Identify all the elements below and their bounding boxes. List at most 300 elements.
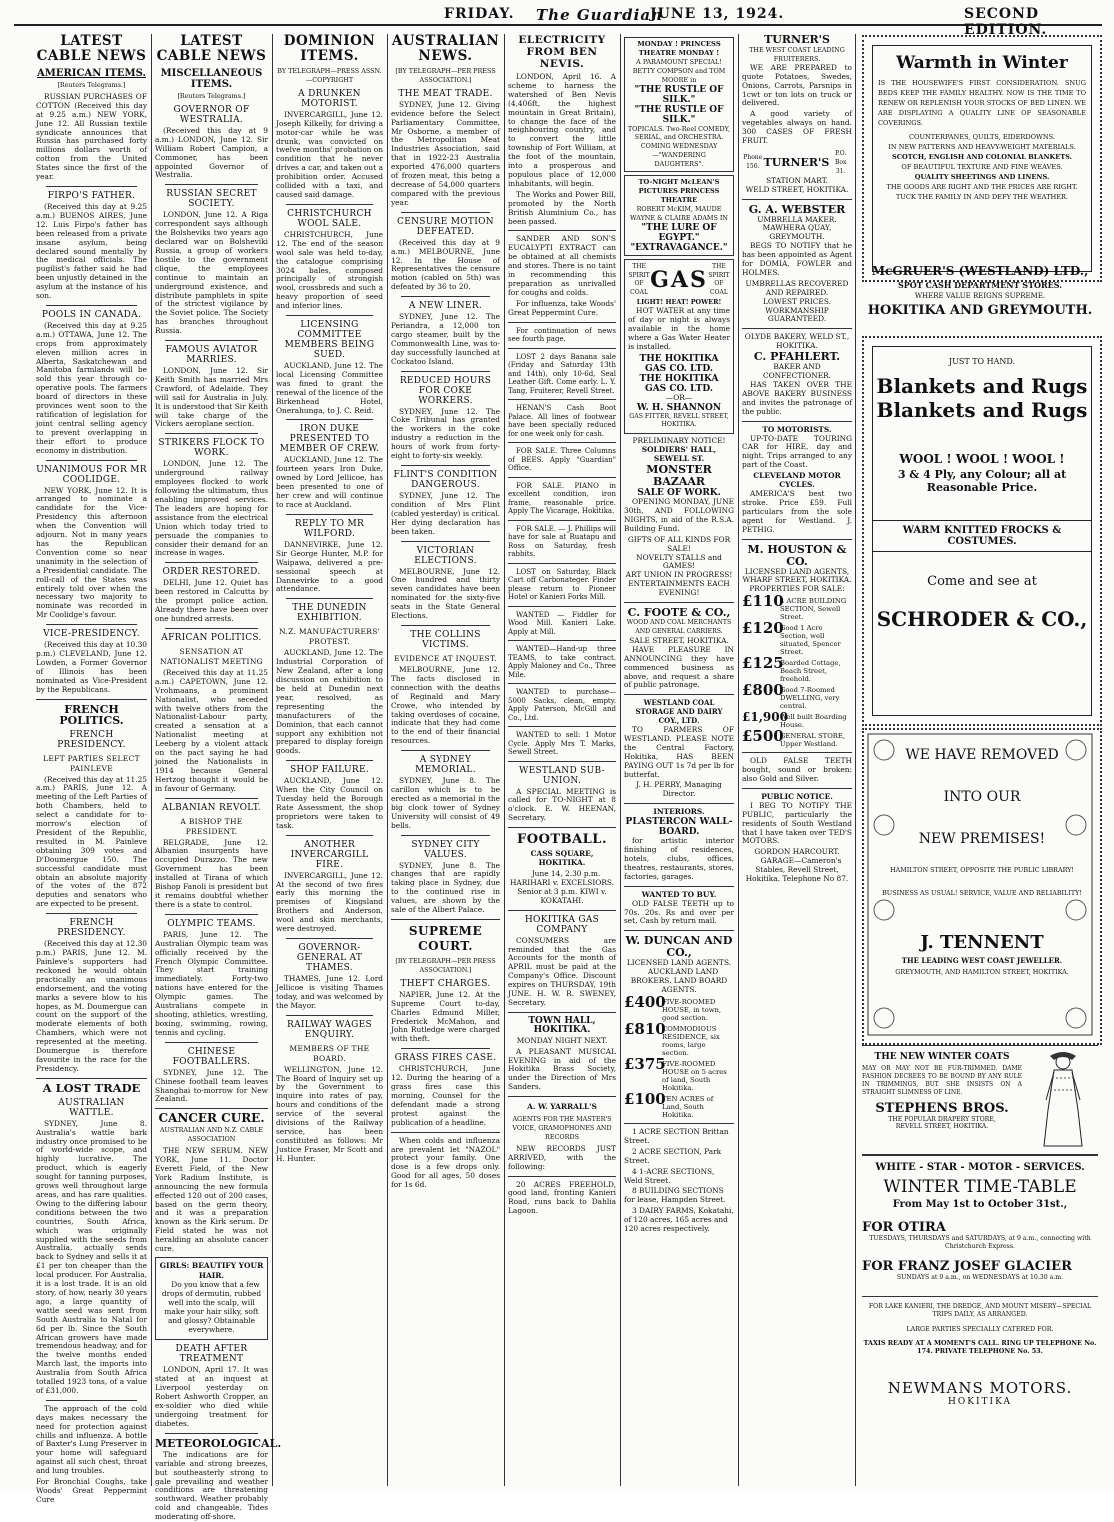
property-price: £100 xyxy=(624,1089,666,1108)
advertiser-name: J. TENNENT xyxy=(920,932,1044,953)
advertisement-heading: WE HAVE REMOVED xyxy=(905,747,1059,763)
article-text: PARIS, June 12. The Australian Olympic team was officially received by the French Olympic Committee. They start training immediately. Forty-two nations have entered for the Olympic games. The Australians compete in shooting, athletics, wrestling, boxing, swimming, rowing, tennis and cycling. xyxy=(155,929,268,1037)
advertisement-text: HAS TAKEN OVER THE ABOVE BAKERY BUSINESS and invites the patronage of the public. xyxy=(742,380,852,416)
wire-credit: AUSTRALIAN AND N.Z. CABLE ASSOCIATION xyxy=(159,1126,264,1144)
section-heading: LATEST CABLE NEWS xyxy=(156,33,267,64)
classified-ad: WANTED—Hand-up three TEAMS, to take contract. Apply Maloney and Co., Three Mile. xyxy=(508,645,616,679)
advertiser-tagline: WOOD AND COAL MERCHANTS AND GENERAL CARRIERS. xyxy=(626,619,732,635)
article-headline: FRENCH PRESIDENCY. xyxy=(57,918,126,939)
article-headline: FLINT'S CONDITION DANGEROUS. xyxy=(393,470,498,490)
article-headline: THEFT CHARGES. xyxy=(400,978,491,989)
route-heading: FOR OTIRA xyxy=(862,1220,946,1235)
column-rule xyxy=(738,34,739,1486)
advertiser-name: A. W. YARRALL'S xyxy=(527,1102,597,1112)
article-text: SYDNEY, June 12. Giving evidence before the Select Parliamentary Committee, Mr Osborne, a member of the Metropolitan Meat Industries Association, said that in 1922-23 Australia exported 476,000 quarters of frozen meat, this being a decrease of 54,000 quarters compared with the previous year. xyxy=(391,99,500,207)
classified-ad: WANTED to purchase—5000 Sacks, clean, empty. Apply Paterson, McGill and Co., Ltd. xyxy=(508,688,616,722)
gas-advertisement xyxy=(624,259,734,435)
advertisement-line: THE GOODS ARE RIGHT AND THE PRICES ARE RIGHT. TUCK THE FAMILY IN AND DEFY THE WEATHER. xyxy=(886,183,1078,201)
article-text: DANNEVIRKE, June 12. Sir George Hunter, M.P. for Waipawa, delivered a pre-sessional speech at Dannevirke to a good attendance. xyxy=(276,539,383,594)
article-text: WELLINGTON, June 12. The Board of Inquiry set up by the Government to inquire into rates of pay, hours and conditions of the service of the several divisions of the Railway service, has been constituted as follows: Mr Justice Fraser, Mr Scott and H. Hunter. xyxy=(276,1064,383,1163)
blankets-advertisement xyxy=(862,336,1102,726)
notice-signature: GORDON HARCOURT. xyxy=(754,847,840,857)
article-headline: GRASS FIRES CASE. xyxy=(394,1053,497,1064)
column-rule xyxy=(272,34,273,1486)
article-headline: ALBANIAN REVOLT. xyxy=(162,802,261,813)
advertiser-address: STATION MART. xyxy=(766,175,828,185)
article-text: RUSSIAN PURCHASES OF COTTON (Received this day at 9.25 a.m.) NEW YORK, June 12. All Russian textile syndicate announces that Russia has purchased forty millions dollars worth of cotton from the United States since the first of the year. xyxy=(36,91,147,182)
column-rule xyxy=(855,34,856,1486)
property-price: £500 xyxy=(742,727,784,746)
masthead-date: JUNE 13, 1924. xyxy=(650,6,785,22)
article-text: THAMES, June 12. Lord Jellicoe is visiting Thames today, and was welcomed by the Mayor. xyxy=(276,974,383,1010)
advertisement-text: AUCKLAND LAND BROKERS. LAND BOARD AGENTS. xyxy=(630,967,728,995)
article-headline: EVIDENCE AT INQUEST. xyxy=(394,653,497,663)
advertisement-text: TAXIS READY AT A MOMENT'S CALL. RING UP TELEPHONE No. 174. PRIVATE TELEPHONE No. 53. xyxy=(863,1339,1097,1355)
advertisement-line: HAMILTON STREET, OPPOSITE THE PUBLIC LIBRARY! xyxy=(890,866,1074,874)
advertiser-name: TURNER'S xyxy=(763,156,830,170)
property-description: Well built Boarding House. xyxy=(780,713,847,730)
bazaar-notice xyxy=(624,437,734,598)
football-venue: CASS SQUARE, HOKITIKA. xyxy=(530,849,594,868)
bazaar-line: GIFTS OF ALL KINDS FOR SALE! xyxy=(627,534,731,553)
article-headline: ORDER RESTORED. xyxy=(162,567,261,578)
section-heading: ELECTRICITY FROM BEN NEVIS. xyxy=(518,34,606,70)
gas-fitter-address: GAS FITTER, REVELL STREET, HOKITIKA. xyxy=(629,412,729,429)
route-schedule: SUNDAYS at 9 a.m., on WEDNESDAYS at 10.30 a.m. xyxy=(896,1274,1064,1281)
advertiser-address: WELD STREET, HOKITIKA. xyxy=(745,184,849,194)
gas-company: THE HOKITIKA GAS CO. LTD. xyxy=(639,373,719,394)
property-listing: 8 BUILDING SECTIONS for lease, Hampden Street. xyxy=(624,1186,726,1205)
film-title: "THE LURE OF EGYPT." xyxy=(641,222,717,243)
property-price: £375 xyxy=(624,1054,666,1073)
article-text: (Received this day at 9.25 a.m.) OTTAWA, June 12. The crops from approximately eleven million acres in Alberta, Saskatchewan and Manitoba farmlands will be sold this year through co-operative pools. The farmers board of directors in these provinces went soon to the ratification of legislation for joint central selling agency to prevent overlapping in their effort to produce economy in distribution. xyxy=(36,320,147,455)
theatre-line: MONDAY ! PRINCESS THEATRE MONDAY ! xyxy=(637,40,721,57)
column-latest-cable-misc xyxy=(155,33,282,1522)
property-listing xyxy=(742,592,852,622)
article-headline: FIRPO'S FATHER. xyxy=(47,190,136,201)
column-australian-news xyxy=(391,34,500,1486)
notice-text: CONSUMERS are reminded that the Gas Accounts for the month of APRIL must be paid at the Company's Office. Discount expires on THURSDAY, 19th JUNE. H. W. R. SWENEY, Secretary. xyxy=(508,935,616,1007)
advertisement-heading: TO MOTORISTS. xyxy=(762,424,832,434)
advertisement-line: SCOTCH, ENGLISH AND COLONIAL BLANKETS. xyxy=(892,153,1072,161)
advertisement-line: COUNTERPANES, QUILTS, EIDERDOWNS. xyxy=(909,133,1055,141)
advertiser-name: WESTLAND COAL STORAGE AND DAIRY COY., LTD. xyxy=(635,698,723,726)
advertiser-tagline: THE POPULAR DRAPERY STORE, xyxy=(888,1116,996,1123)
article-text: The Works and Power Bill, promoted by the North British Aluminium Co., has been passed. xyxy=(508,189,616,226)
notice-text: June 14, 2.30 p.m. HARIHARI v. EXCELSIORS. Senior at 3 p.m. KIWI v. KOKATAHI. xyxy=(509,869,615,905)
article-text: INVERCARGILL, June 12. At the second of two fires early this morning the premises of Kingsland Brothers and Anderson, wool and skin merchants, were destroyed. xyxy=(276,870,383,934)
article-text: (Received this day at 9 a.m.) LONDON, June 12. Sir William Robert Campion, a Commoner, has been appointed Governor of Westralia. xyxy=(155,125,268,180)
property-description: FIVE-ROOMED HOUSE on 5 acres of land, South Hokitika. xyxy=(662,1059,727,1092)
column-electricity-classifieds xyxy=(508,34,616,1486)
article-headline: CHINESE FOOTBALLERS. xyxy=(172,1046,251,1067)
article-text: (Received this day at 10.30 p.m.) CLEVELAND, June 12. Lowden, a Former Governor of Illinois has been nominated as Vice-President by the Republicans. xyxy=(36,640,147,694)
article-text: LONDON, April 17. It was stated at an inquest at Liverpool yesterday on Robert Ashworth Cropper, an ex-soldier who died while undergoing treatment for diabetes. xyxy=(155,1365,268,1428)
article-text: AUCKLAND, June 12. When the City Council on Tuesday held the Borough Rate Assessment, the shop proprietors were taken to task. xyxy=(276,776,383,830)
advertisement-line: WORKMANSHIP GUARANTEED. xyxy=(765,305,829,324)
scroll-ornament xyxy=(1066,1008,1086,1028)
advertisement-heading: INTERIORS. xyxy=(653,807,705,817)
property-listing xyxy=(742,681,852,711)
gas-slogan: THE SPIRIT OF COAL xyxy=(628,262,650,297)
land-listing: 20 ACRES FREEHOLD, good land, fronting Kanieri Road, runs back to Dahlia Lagoon. xyxy=(508,1179,616,1216)
article-headline: ANOTHER INVERCARGILL FIRE. xyxy=(290,839,369,870)
advertisement-heading: GIRLS: BEAUTIFY YOUR HAIR. xyxy=(159,1261,264,1280)
bazaar-prelim: PRELIMINARY NOTICE! xyxy=(632,436,726,446)
article-headline: THE COLLINS VICTIMS. xyxy=(410,629,481,650)
advertiser-name: WHITE - STAR - MOTOR - SERVICES. xyxy=(875,1162,1085,1173)
article-text: MELBOURNE, June 12. The facts disclosed in connection with the deaths of Reginald and Mary Crowe, who intended by taking overdoses of cocaine, indicate that they had come to the end of their financial resources. xyxy=(391,664,500,746)
property-listing xyxy=(624,992,734,1022)
tennent-removal-advertisement xyxy=(862,728,1102,1045)
article-headline: STRIKERS FLOCK TO WORK. xyxy=(158,438,265,459)
advertiser-address: REVELL STREET, HOKITIKA. xyxy=(895,1123,989,1130)
advertisement-footer: For influenza, take Woods' Great Peppermint Cure. xyxy=(508,298,616,317)
advertiser-name: W. DUNCAN AND CO., xyxy=(625,934,733,960)
advertiser-address: GREYMOUTH, AND HAMILTON STREET, HOKITIKA. xyxy=(895,968,1069,976)
bazaar-line: ART UNION IN PROGRESS! xyxy=(625,570,733,580)
article-headline: VICE-PRESIDENCY. xyxy=(43,629,140,640)
property-listing: 2 ACRE SECTION, Park Street. xyxy=(624,1146,722,1165)
advertisement-heading: Warmth in Winter xyxy=(896,53,1068,73)
advertisement-text: LARGE PARTIES SPECIALLY CATERED FOR. xyxy=(906,1325,1054,1333)
masthead-day: FRIDAY. xyxy=(444,6,515,22)
wire-credit: [BY TELEGRAPH—PER PRESS ASSOCIATION.] xyxy=(395,67,496,84)
advertisement-text: FOR LAKE KANIERI, THE DREDGE, AND MOUNT MISERY—SPECIAL TRIPS DAILY, AS ARRANGED. xyxy=(862,1296,1098,1319)
theatre-advertisement xyxy=(624,37,734,172)
notice-heading: WESTLAND SUB-UNION. xyxy=(519,765,605,786)
property-description: Good 1 Acre Section, well situated, Spencer Street. xyxy=(780,624,841,657)
property-description: TEN ACRES of Land, South Hokitika. xyxy=(662,1094,714,1119)
advertisement-heading: WOOL ! WOOL ! WOOL ! xyxy=(899,452,1065,466)
article-text: AUCKLAND, June 12. The fourteen years Iron Duke, owned by Lord Jellicoe, has been presented to one of her crew and will continue to race at Auckland. xyxy=(276,455,383,509)
theatre-text: ROBERT McKIM, MAUDE WAYNE & CLAIRE ADAMS IN xyxy=(629,204,729,222)
advertisement-heading: WARM KNITTED FROCKS & COSTUMES. xyxy=(873,520,1091,552)
advertiser-name: C. FOOTE & CO., xyxy=(627,606,731,620)
article-text: NAPIER, June 12. At the Supreme Court to-day, Charles Edmund Miller, Frederick McMahon, and John Rutledge were charged with theft. xyxy=(391,989,500,1044)
article-headline: AFRICAN POLITICS. xyxy=(161,632,262,643)
advertisement-line: QUALITY SHEETINGS AND LINENS. xyxy=(914,173,1050,181)
property-price: £800 xyxy=(742,681,784,700)
pictures-advertisement xyxy=(624,175,734,256)
bazaar-subheading: SALE OF WORK. xyxy=(637,488,721,499)
classified-ad: For continuation of news see fourth page. xyxy=(508,326,616,344)
advertisement-line: Come and see at xyxy=(927,574,1037,589)
advertiser-tagline: THE LEADING WEST COAST JEWELLER. xyxy=(901,956,1063,965)
notice-text: A SPECIAL MEETING is called for TO-NIGHT at 8 o'clock. E. W. HEENAN, Secretary. xyxy=(508,786,616,823)
gas-text: HOT WATER at any time of day or night is always available in the home where a Gas Water Heater is installed. xyxy=(628,306,730,351)
article-text: LONDON, June 12. A Riga correspondent says although the Bolsheviks two years ago declared war on Bolsheviki Russia, a group of workers hostile to the government clique, the employees continue to maintain an underground existence, and distribute pamphlets in spite of the strictest vigilance by the Soviet police. The Society has branches throughout Russia. xyxy=(155,210,268,336)
advertisement-line: OF BEAUTIFUL TEXTURE AND FINE WEAVES. xyxy=(901,163,1063,171)
article-text: (Received this day at 9 a.m.) MELBOURNE, June 12. In the House of Representatives the censure motion (cabled on 5th) was defeated by 36 to 20. xyxy=(391,237,500,292)
article-headline: LICENSING COMMITTEE MEMBERS BEING SUED. xyxy=(284,320,375,361)
figure-coat xyxy=(1044,1070,1082,1146)
property-listing xyxy=(624,1019,734,1057)
article-text: AUCKLAND, June 12. The Industrial Corporation of New Zealand, after a long discussion on exhibition to be held at Dunedin next year, resolved, as representing the manufacturers of the Dominion, that each cannot support any exhibition not prepared to display foreign goods. xyxy=(276,648,383,756)
event-date: MONDAY NIGHT NEXT. xyxy=(516,1035,608,1045)
article-text: SYDNEY, June 8. The changes that are rapidly taking place in Sydney, due to the continued rise in values, are shown by the sale of the Albert Palace. xyxy=(391,860,500,915)
theatre-line: TO-NIGHT McLEAN'S PICTURES PRINCESS THEATRE xyxy=(638,178,720,204)
advertiser-tagline: THE WEST COAST LEADING FRUITERERS. xyxy=(749,46,845,63)
article-headline: VICTORIAN ELECTIONS. xyxy=(414,545,477,566)
section-heading: METEOROLOGICAL. xyxy=(155,1436,282,1450)
advertisement-line: PROPERTIES FOR SALE: xyxy=(749,584,845,594)
article-headline: DEATH AFTER TREATMENT xyxy=(175,1344,248,1365)
section-subheading: MISCELLANEOUS ITEMS. xyxy=(160,68,263,90)
advertiser-tagline: AGENTS FOR THE MASTER'S VOICE, GRAMOPHONES AND RECORDS xyxy=(512,1115,612,1141)
section-heading: LATEST CABLE NEWS xyxy=(36,33,147,64)
article-headline: THE DUNEDIN EXHIBITION. xyxy=(292,603,367,624)
article-text: SYDNEY, June 12. The Chinese football team leaves Shanghai to-morrow for New Zealand. xyxy=(155,1067,268,1104)
property-listing xyxy=(624,1054,734,1092)
article-text: BELGRADE, June 12. Albanian insurgents have occupied Durazzo. The new Government has been installed at Tirana of which Bishop Fanoli is president but it remains doubtful whether there is a state to control. xyxy=(155,837,268,909)
advertiser-address: WHARF STREET, HOKITIKA. xyxy=(742,575,852,585)
property-price: £400 xyxy=(624,992,666,1011)
mcgruer-advertisement xyxy=(862,262,1098,318)
route-heading: FOR FRANZ JOSEF GLACIER xyxy=(862,1259,1072,1274)
property-listing: 3 DAIRY FARMS, Kokatahi, of 120 acres, 165 acres and 120 acres respectively. xyxy=(624,1206,734,1234)
column-rule xyxy=(387,34,388,1486)
article-headline: A SYDNEY MEMORIAL. xyxy=(415,755,476,776)
notice-text: A PLEASANT MUSICAL EVENING in aid of the Hokitika Brass Society, under the Direction of Mrs Sanders. xyxy=(508,1046,616,1092)
property-listing xyxy=(742,727,852,749)
article-headline: UNANIMOUS FOR MR COOLIDGE. xyxy=(36,464,147,485)
section-heading: AUSTRALIAN NEWS. xyxy=(391,33,500,64)
advertiser-signature: J. H. PERRY, Managing Director. xyxy=(636,780,722,799)
advertisement-line: BUSINESS AS USUAL! SERVICE, VALUE AND RELIABILITY! xyxy=(882,889,1082,897)
advertiser-name: SCHRODER & CO., xyxy=(876,607,1088,631)
classified-ad: FOR SALE. — J. Phillips will have for sale at Ruatapu and Ross on Saturday, fresh rabbits. xyxy=(508,524,616,559)
article-text: MELBOURNE, June 12. One hundred and thirty seven candidates have been nominated for the sixty-five seats in the State General Elections. xyxy=(391,566,500,621)
article-headline: CHRISTCHURCH WOOL SALE. xyxy=(287,208,372,229)
scroll-ornament xyxy=(874,1008,894,1028)
advertisement-text: NEW RECORDS JUST ARRIVED, with the following: xyxy=(508,1143,616,1171)
article-text: SYDNEY, June 12. The Coke Tribunal has granted the workers in the coke industry a reduction in the hours of work from forty-eight to forty-six weekly. xyxy=(391,406,500,461)
column-dominion-items xyxy=(276,34,383,1486)
advertisement-text: UP-TO-DATE TOURING CAR for HIRE, day and night. Trips arranged to any part of the Coast. xyxy=(742,433,852,470)
bazaar-line: ENTERTAINMENTS EACH EVENING! xyxy=(628,579,730,598)
advertiser-name: NEWMANS MOTORS. xyxy=(887,1379,1073,1397)
advertisement-text: SANDER AND SON'S EUCALYPTI EXTRACT can be obtained at all chemists and stores. There is no taint in recommending this preparation as unrivalled for coughs and colds. xyxy=(508,234,616,297)
advertisement-text: OLD FALSE TEETH bought, sound or broken: also Gold and Silver. xyxy=(742,756,852,784)
gas-fitter-name: W. H. SHANNON xyxy=(636,402,722,413)
article-text: LONDON, June 12. The underground railway employees flocked to work following the ultimatum, thus enabling improved services. The leaders are hoping for assistance from the electrical Union which today tried to persuade the companies to consider their demand for an increase in wages. xyxy=(155,459,268,558)
property-description: COMMODIOUS RESIDENCE, six rooms, large section. xyxy=(662,1024,720,1057)
property-price: £1,900 xyxy=(742,710,788,725)
advertiser-address: SALE STREET, HOKITIKA. xyxy=(629,635,729,645)
article-headline: RUSSIAN SECRET SOCIETY. xyxy=(166,189,257,210)
property-listing xyxy=(624,1089,734,1119)
notice-text: I BEG TO NOTIFY THE PUBLIC, particularly the residents of South Westland that I have taken over TED'S MOTORS. xyxy=(742,800,852,846)
article-text: SYDNEY, June 12. The Periandra, a 12,000 ton cargo steamer, built by the Commonwealth Line, was to-day successfully launched at Cockatoo Island. xyxy=(391,312,500,366)
article-text: The indications are for variable and strong breezes, but southeasterly strong to gale prevailing and weather conditions are threatening southward. Weather probably cold and changeable. Tides moderating off-shore. xyxy=(155,1449,268,1522)
article-text: CHRISTCHURCH, June 12. The end of the season wool sale was held to-day, the catalogue comprising 3024 bales, composed principally of strongish wool, crossbreds and such a heavy proportion of seed and inferior lines. xyxy=(276,229,383,311)
advertisement-line: JUST TO HAND. xyxy=(948,357,1016,366)
article-headline: REPLY TO MR WILFORD. xyxy=(294,518,365,539)
advertiser-address: MAWHERA QUAY, GREYMOUTH. xyxy=(762,223,832,242)
advertisement-text: for artistic interior finishing of residences, hotels, clubs, offices, theatres, restaurants, stores, factories, garages. xyxy=(624,836,734,881)
coat-figure-illustration xyxy=(1028,1050,1098,1150)
property-listing xyxy=(742,619,852,657)
advertiser-tagline: SPOT CASH DEPARTMENT STORES. xyxy=(897,280,1063,290)
classified-ad: FOR SALE. Three Columns of BEES. Apply "Guardian" Office. xyxy=(508,447,616,473)
property-listing: 4 1-ACRE SECTIONS, Weld Street. xyxy=(624,1166,715,1185)
gas-company: THE HOKITIKA GAS CO. LTD. xyxy=(639,353,719,374)
advertisement-text: HAVE PLEASURE IN ANNOUNCING they have commenced business as above, and request a share of public patronage. xyxy=(624,644,734,690)
advertisement-heading: Blankets and Rugs xyxy=(876,374,1088,398)
article-text: INVERCARGILL, June 12. Joseph Kilkelly, for driving a motor-car while he was drunk, was convicted on twelve months' probation on condition that he never drives a car, and taken out a prohibition order. Accused collided with a taxi, and caused said damage. xyxy=(276,109,384,199)
advertisement-text: MAY OR MAY NOT BE FUR-TRIMMED. DAME FASHION DECREES TO BE BOUND BY ANY RULE IN TRIMMINGS, BUT SHE INSISTS ON A STRAIGHT SLIMNESS OF LINE. xyxy=(862,1065,1022,1096)
gas-or: —OR— xyxy=(665,392,693,402)
article-headline: A DRUNKEN MOTORIST. xyxy=(298,88,361,109)
advertisement-footer: For Bronchial Coughs, take Woods' Great Peppermint Cure xyxy=(36,1477,147,1504)
masthead xyxy=(14,4,1102,38)
film-title: "THE RUSTLE OF SILK." xyxy=(634,84,724,105)
winter-coats-advertisement xyxy=(862,1045,1098,1152)
bazaar-heading: MONSTER BAZAAR xyxy=(646,463,712,489)
article-headline: SYDNEY CITY VALUES. xyxy=(411,839,480,860)
article-headline: RAILWAY WAGES ENQUIRY. xyxy=(287,1019,372,1040)
section-heading: FRENCH POLITICS. xyxy=(59,702,124,727)
advertisement-text: TO FARMERS OF WESTLAND. PLEASE NOTE the Central Factory, Hokitika, HAS BEEN PAYING OUT 1s 7d per lb for butterfat. xyxy=(624,725,734,779)
advertisement-text: BEGS TO NOTIFY that he has been appointed as Agent for DOMIA, FOWLER and HOLMES. xyxy=(742,241,852,277)
advertisement-heading: INTO OUR xyxy=(943,789,1021,805)
article-headline: SENSATION AT NATIONALIST MEETING xyxy=(160,646,263,666)
column-local-advertisers xyxy=(742,34,852,1486)
white-star-motor-services-advertisement xyxy=(862,1154,1098,1488)
po-box: P.O. Box 31. xyxy=(834,149,847,175)
property-listing: 1 ACRE SECTION Brittan Street. xyxy=(624,1126,729,1145)
classified-ad: LOST 2 days Banana sale (Friday and Saturday 13th and 14th), only 10-6d, Seal Leather Gift. Come early. L. Y. Tang, Fruiterer, Revell Street. xyxy=(508,352,616,395)
column-rule xyxy=(151,34,152,1486)
advertisement-line: LOWEST PRICES. xyxy=(763,296,831,306)
advertiser-address: HOKITIKA AND GREYMOUTH. xyxy=(867,303,1093,318)
advertisement-heading: WINTER TIME-TABLE xyxy=(883,1177,1077,1197)
property-price: £110 xyxy=(742,592,784,611)
article-headline: GOVERNOR OF WESTRALIA. xyxy=(173,104,250,125)
wire-credit: [Reuters Telegrams.] xyxy=(57,81,126,89)
notice-heading: PUBLIC NOTICE. xyxy=(761,791,833,801)
advertisement-heading: NEW PREMISES! xyxy=(918,831,1046,847)
advertiser-tagline: LICENSED LAND AGENTS. xyxy=(626,958,732,968)
classified-list xyxy=(508,327,616,757)
classified-ad: FOR SALE. PIANO in excellent condition, iron frame, reasonable price. Apply The Vicarage, Hokitika. xyxy=(508,481,616,516)
notice-heading: HOKITIKA GAS COMPANY xyxy=(524,914,600,935)
wire-credit: [BY TELEGRAPH—PER PRESS ASSOCIATION.] xyxy=(395,957,496,974)
property-description: 4 ACRE BUILDING SECTION, Sewell Street. xyxy=(780,597,847,622)
advertiser-name: TURNER'S xyxy=(764,33,830,46)
property-description: Boarded Cottage, Beach Street, freehold. xyxy=(780,659,841,684)
article-headline: FRENCH PRESIDENCY. xyxy=(57,729,126,750)
advertisement-heading: CLEVELAND MOTOR CYCLES. xyxy=(753,471,841,490)
article-headline: IRON DUKE PRESENTED TO MEMBER OF CREW. xyxy=(279,424,380,455)
wire-credit: BY TELEGRAPH—PRESS ASSN.—COPYRIGHT xyxy=(277,67,382,84)
bazaar-venue: SOLDIERS' HALL, SEWELL ST. xyxy=(641,445,717,464)
article-headline: CENSURE MOTION DEFEATED. xyxy=(397,216,494,237)
article-text: (Received this day at 12.30 p.m.) PARIS, June 12. M. Painleve's supporters had reckoned he would obtain practically an unanimous endorsement, and the voting marks a severe blow to his hopes, as M. Doumergue can count on the support of the moderate elements of both Chambers, which were not represented at the meeting. Doumergue is therefore favourite in the race for the Presidency. xyxy=(36,939,147,1073)
advertisement-heading: Blankets and Rugs xyxy=(876,398,1088,422)
article-headline: AUSTRALIAN WATTLE. xyxy=(58,1097,125,1118)
advertiser-tagline: LICENSED LAND AGENTS, xyxy=(744,566,850,576)
column-rule xyxy=(504,34,505,1486)
advertiser-address: OLYDE BAKERY, WELD ST., HOKITIKA. xyxy=(744,332,850,351)
article-text: SYDNEY, June 12. The condition of Mrs Flint (cabled yesterday) is critical. Her dying declaration has been taken. xyxy=(391,491,500,536)
advertisement-text: 3 & 4 Ply, any Colour; all at Reasonable Price. xyxy=(897,468,1067,494)
classified-ad: HENAN'S Cash Boot Palace. All lines of footwear have been specially reduced for one week only for cash. xyxy=(508,404,616,438)
article-text: DELHI, June 12. Quiet has been restored in Calcutta by the prompt police action. Already there have been over one hundred arrests. xyxy=(155,578,268,623)
bazaar-text: OPENING MONDAY, JUNE 30th, AND FOLLOWING NIGHTS, in aid of the R.S.A. Building Fund. xyxy=(624,497,734,533)
article-headline: POOLS IN CANADA. xyxy=(41,309,142,320)
advertisement-text: Do you know that a few drops of dermutin, rubbed well into the scalp, will make your hair silky, soft and glossy? Obtainable everywhere. xyxy=(161,1280,262,1334)
article-text: THE NEW SERUM. NEW YORK, June 11. Doctor Everett Field, of the New York Radium Institute, is announcing the new formula effected 120 out of 200 cases, based on the germ theory, and it was a preparation known as the Kirk serum. Dr Field stated he was not heralding an absolute cancer cure. xyxy=(155,1146,268,1254)
film-title: "THE RUSTLE OF SILK." xyxy=(634,104,724,125)
article-text: (Received this day at 11.25 a.m.) CAPETOWN, June 12. Vrohmaans, a prominent Nationalist, who seceded with twelve others from the Nationalist-Labour party, created a sensation at a Nationalist meeting at Leeberg by a violent attack on the pact saying he had joined the Nationalists in 1914 because General Hertzog thought it would be in favour of Germany. xyxy=(155,667,268,793)
article-text: SYDNEY, June 8. The carillon which is to be erected as a memorial in the big clock tower of Sydney University will consist of 49 bells. xyxy=(391,776,500,830)
advertiser-tagline: UMBRELLA MAKER. xyxy=(757,214,837,224)
property-listing xyxy=(742,654,852,684)
gas-slogan: THE SPIRIT OF COAL xyxy=(708,262,730,297)
article-headline: A BISHOP THE PRESIDENT. xyxy=(180,816,243,836)
advertisement-text: OLD FALSE TEETH up to 70s. 20s. Rs and over per set, Cash by return mail. xyxy=(624,898,734,926)
article-headline: N.Z. MANUFACTURERS' PROTEST. xyxy=(279,627,380,647)
article-text: CHRISTCHURCH, June 12. During the hearing of a grass fires case this morning, Counsel for the defendant made a strong protest against the publication of a headline. xyxy=(391,1064,500,1127)
theatre-text: A PARAMOUNT SPECIAL! BETTY COMPSON and TOM MOORE in xyxy=(632,57,726,84)
article-headline: MEMBERS OF THE BOARD. xyxy=(289,1043,370,1063)
advertiser-name: M. HOUSTON & CO. xyxy=(747,542,847,568)
advertisement-text: When colds and influenza are prevalent let "NAZOL" protect your family. One dose is a few drops only. Good for all ages, 50 doses for 1s 6d. xyxy=(391,1135,500,1190)
figure-hat xyxy=(1050,1052,1076,1060)
article-text: LONDON, April 16. A scheme to harness the watershed of Ben Nevis (4,406ft, the highest mountain in Great Britain), to change the face of the neighbouring country, and to convert the little township of Fort William, at the foot of the mountain, into a prosperous and populous place of 12,000 inhabitants, will begin. xyxy=(508,72,616,188)
event-venue: TOWN HALL, HOKITIKA. xyxy=(528,1015,596,1035)
advertiser-name: McGRUER'S (WESTLAND) LTD., xyxy=(871,264,1089,278)
phone-number: Phone 156. xyxy=(743,154,763,171)
advertiser-name: C. PFAHLERT. xyxy=(753,350,841,364)
classified-ad: LOST on Saturday, Black Cart off Carbonateger. Finder please return to Pioneer Hotel or Kanieri Forks Mill. xyxy=(508,567,616,602)
article-text: LONDON, June 12. Sir Keith Smith has married Mrs Crawford, of Adelaide. They will sail for Australia in July. It is understood that Sir Keith will take charge of the Vickers aeroplane section. xyxy=(155,366,268,429)
gas-word: GAS xyxy=(650,266,708,293)
property-description: Good 7-Roomed DWELLING, very central. xyxy=(780,686,840,711)
article-text: NEW YORK, June 12. It is arranged to nominate a candidate for the Vice-Presidency this afternoon when the Convention will adjourn. Not in many years has the Republican Convention come so near unanimity in the selection of a Presidential candidate. The roll-call of the States was entirely told over when the necessary two majority to nominate was recorded in Mr Coolidge's favour. xyxy=(36,485,147,620)
section-heading: DOMINION ITEMS. xyxy=(283,33,376,64)
bazaar-line: NOVELTY STALLS and GAMES! xyxy=(636,552,722,571)
classified-ad: WANTED — Fiddler for Wood Mill. Kanieri Lake. Apply at Mill. xyxy=(508,610,616,636)
advertisement-text: AMERICA'S best two stroke. Price £59. Full particulars from the sole agent for Westland. J. PETHIG. xyxy=(742,488,852,534)
article-text: AUCKLAND, June 12. The local Licensing Committee was fined to grant the renewal of the licence of the Birkenhead Hotel, Onerahunga, to J. C. Reid. xyxy=(276,361,383,415)
section-heading: A LOST TRADE xyxy=(42,1080,141,1095)
advertisement-text: WE ARE PREPARED to quote Potatoes, Swedes, Onions, Carrots, Parsnips in 1cwt or ton lots on truck or delivered. xyxy=(742,62,852,108)
article-headline: REDUCED HOURS FOR COKE WORKERS. xyxy=(399,375,492,406)
article-headline: OLYMPIC TEAMS. xyxy=(167,918,256,929)
figure-fur-trim xyxy=(1050,1078,1076,1090)
article-text: (Received this day at 11.25 a.m.) PARIS, June 12. A meeting of the Left Parties of both Chambers, held to select a candidate for to-morrow's election of President of the Republic, resulted in M. Painleve obtaining 309 votes and D'Doumergue 150. The successful candidate must obtain an absolute majority of the votes of the 872 deputies and senators who are expected to be present. xyxy=(36,774,147,909)
article-text: (Received this day at 9.25 a.m.) BUENOS AIRES, June 12. Luis Firpo's father has been released from a private insane asylum, being declared sound mentally by the medical officials. The pugilist's father said he had been unjustly detained in the asylum at the instance of his son. xyxy=(36,201,147,301)
advertisement-text: The approach of the cold days makes necessary the need for protection against chills and influenza. A bottle of Baxter's Lung Preserver in your home will safeguard against all such chest, throat and lung troubles. xyxy=(36,1403,147,1476)
article-headline: THE MEAT TRADE. xyxy=(398,88,493,99)
column-rule xyxy=(620,34,621,1486)
advertisement-heading: PLASTERCON WALL-BOARD. xyxy=(625,817,733,838)
warmth-in-winter-advertisement xyxy=(862,35,1102,282)
gas-subtitle: LIGHT! HEAT! POWER! xyxy=(636,298,722,307)
article-headline: SHOP FAILURE. xyxy=(289,765,369,776)
property-description: GENERAL STORE, Upper Westland. xyxy=(780,732,846,749)
article-headline: LEFT PARTIES SELECT PAINLEVE xyxy=(43,753,140,773)
article-text: SYDNEY, June 8. Australia's wattle bark industry once promised to be of world-wide scope, and highly lucrative. The product, which is eagerly sought for tanning purposes, grows well throughout large areas, and has rare qualities. Owing to the differing labour conditions between the two countries, South Africa, which was originally supplied with the seeds from Australia, actually sends back to Sydney and sells it at £1 per ton cheaper than the local producer. For Australia, it is a lost trade. It is an old story, of how, nearly 30 years ago, a large quantity of wattle seed was sent from South Australia to Natal for 6d per lb. Since the South African growers have made tremendous headway, and for the twelve months ended March last, the imports into Australia from South Africa totalled 1923 tons, of a value of £31,000. xyxy=(36,1118,147,1395)
property-description: FIVE-ROOMED HOUSE, in town, good section. xyxy=(662,997,722,1022)
section-heading: CANCER CURE. xyxy=(158,1111,265,1126)
advertiser-name: G. A. WEBSTER xyxy=(748,202,846,216)
advertisement-line: UMBRELLAS RECOVERED AND REPAIRED. xyxy=(745,278,849,297)
notice-text: GARAGE—Cameron's Stables, Revell Street, Hokitika. Telephone No 87. xyxy=(745,856,849,884)
